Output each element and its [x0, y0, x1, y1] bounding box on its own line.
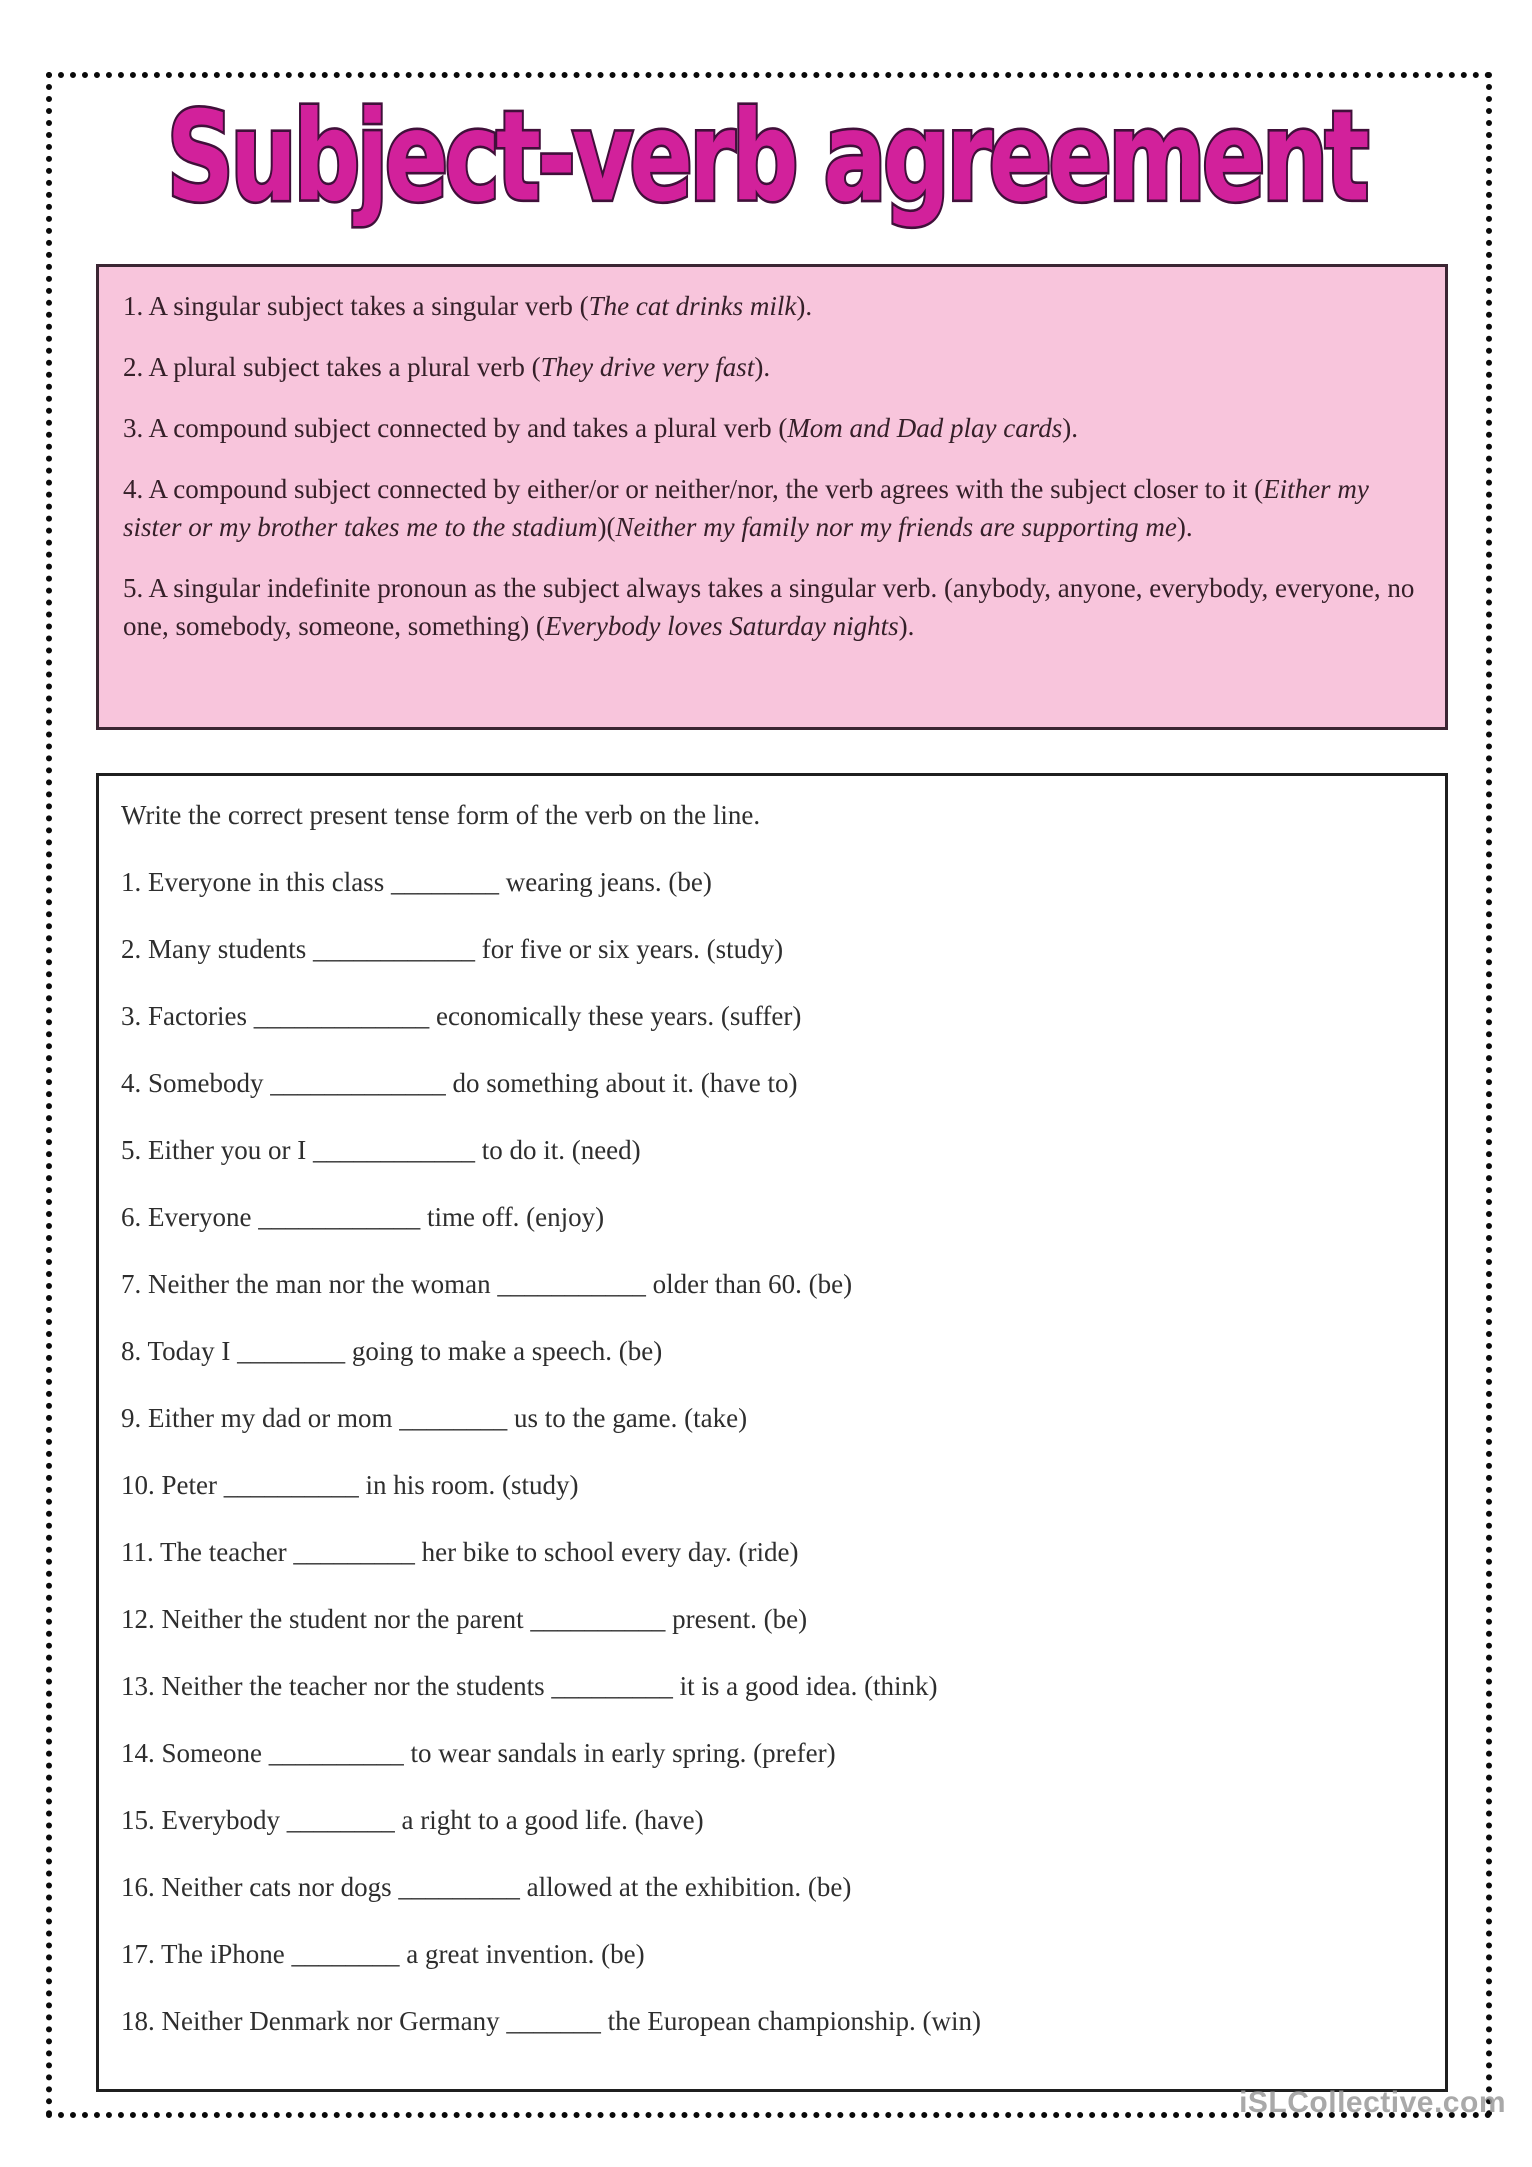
- exercise-item: 13. Neither the teacher nor the students _________ it is a good idea. (think): [121, 1671, 938, 1701]
- exercise-item: 5. Either you or I ____________ to do it. (need): [121, 1135, 641, 1165]
- rule-text: 2. A plural subject takes a plural verb (: [123, 352, 541, 382]
- exercise-item: 7. Neither the man nor the woman ___________ older than 60. (be): [121, 1269, 853, 1299]
- rule-item: [123, 470, 1419, 546]
- rules-box: [96, 264, 1448, 730]
- rules-list: [123, 287, 1419, 645]
- rule-text: 3. A compound subject connected by and takes a plural verb (: [123, 413, 788, 443]
- rule-text: 5. A singular indefinite pronoun as the subject always takes a singular verb. (anybody, anyone, everybody, everyone, no one, somebody, someone, something) (: [123, 573, 1415, 641]
- exercise-box: [96, 773, 1448, 2092]
- rule-text: ).: [898, 611, 915, 641]
- rule-example-text: Everybody loves Saturday nights: [544, 611, 899, 641]
- exercise-item: 11. The teacher _________ her bike to school every day. (ride): [121, 1537, 799, 1567]
- exercise-item: 8. Today I ________ going to make a speech. (be): [121, 1336, 663, 1366]
- exercise-instruction: Write the correct present tense form of the verb on the line.: [121, 800, 761, 830]
- page-title: Subject-verb agreement: [166, 86, 1366, 230]
- exercise-item: 10. Peter __________ in his room. (study): [121, 1470, 579, 1500]
- rule-example-text: The cat drinks milk: [588, 291, 797, 321]
- exercise-item: 17. The iPhone ________ a great invention. (be): [121, 1939, 645, 1969]
- exercise-item: 4. Somebody _____________ do something about it. (have to): [121, 1068, 798, 1098]
- rule-text: 4. A compound subject connected by either/or or neither/nor, the verb agrees with the subject closer to it (: [123, 474, 1264, 504]
- rule-text: ).: [1062, 413, 1079, 443]
- rule-text: ).: [796, 291, 813, 321]
- exercise-item: 3. Factories _____________ economically these years. (suffer): [121, 1001, 802, 1031]
- rule-item: [123, 569, 1419, 645]
- exercise-item: 9. Either my dad or mom ________ us to the game. (take): [121, 1403, 748, 1433]
- rule-item: [123, 409, 1419, 447]
- rule-item: [123, 348, 1419, 386]
- rule-text: ).: [754, 352, 771, 382]
- exercise-items: [121, 865, 1421, 2038]
- exercise-item: 14. Someone __________ to wear sandals in early spring. (prefer): [121, 1738, 836, 1768]
- rule-example-text: Neither my family nor my friends are supporting me: [615, 512, 1177, 542]
- rule-example-text: Mom and Dad play cards: [787, 413, 1063, 443]
- rule-text: 1. A singular subject takes a singular verb (: [123, 291, 589, 321]
- exercise-item: 15. Everybody ________ a right to a good life. (have): [121, 1805, 704, 1835]
- rule-item: [123, 287, 1419, 325]
- exercise-item: 1. Everyone in this class ________ wearing jeans. (be): [121, 867, 712, 897]
- islcollective-watermark: iSLCollective.com: [1239, 2086, 1506, 2119]
- exercise-item: 16. Neither cats nor dogs _________ allowed at the exhibition. (be): [121, 1872, 852, 1902]
- rule-example-text: Either my sister or my brother takes me to the stadium: [123, 474, 1369, 542]
- rule-text: ).: [1176, 512, 1193, 542]
- rule-text: )(: [597, 512, 616, 542]
- exercise-item: 12. Neither the student nor the parent __________ present. (be): [121, 1604, 808, 1634]
- rule-example-text: They drive very fast: [540, 352, 755, 382]
- exercise-item: 6. Everyone ____________ time off. (enjoy): [121, 1202, 605, 1232]
- exercise-item: 18. Neither Denmark nor Germany _______ the European championship. (win): [121, 2006, 982, 2036]
- exercise-item: 2. Many students ____________ for five or six years. (study): [121, 934, 784, 964]
